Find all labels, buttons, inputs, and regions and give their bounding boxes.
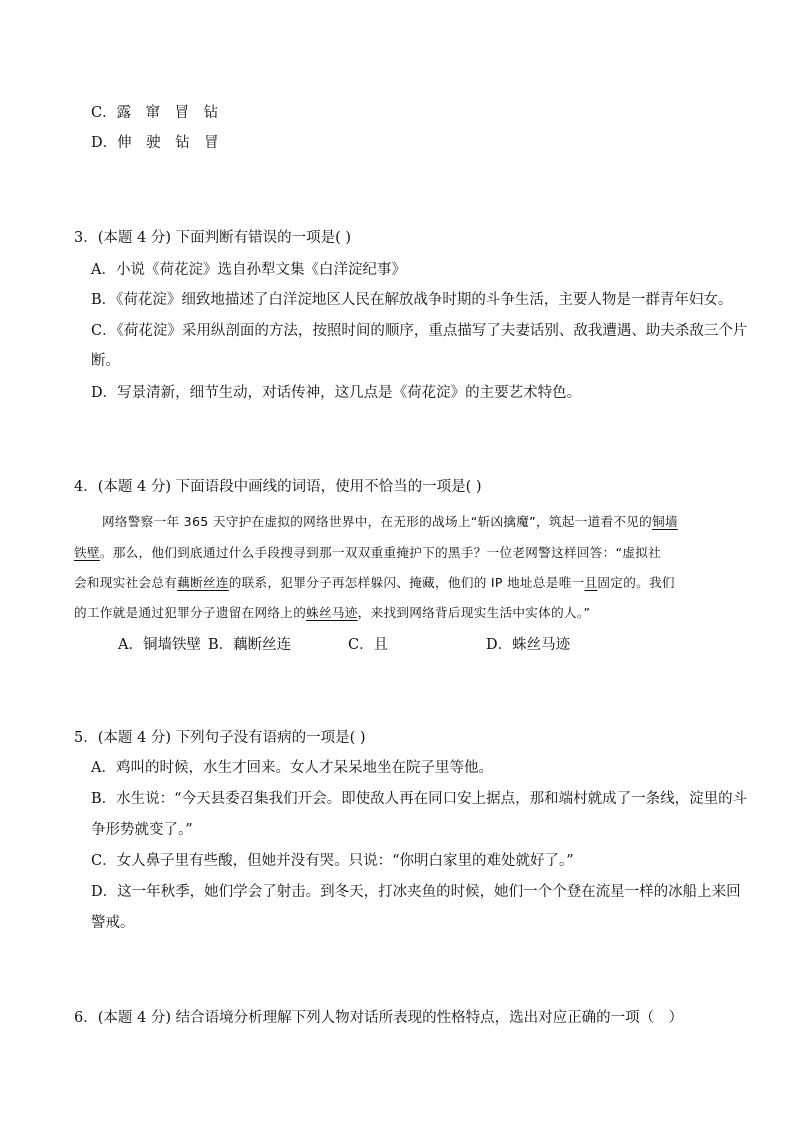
q6-title: 6．(本题 4 分) 结合语境分析理解下列人物对话所表现的性格特点，选出对应正确的一项（ ） (74, 1010, 684, 1026)
q3-title: 3．(本题 4 分) 下面判断有错误的一项是( ) (74, 230, 352, 246)
q5-option-d-continued: 警戒。 (91, 915, 135, 931)
q4-choice-d: D．蛛丝马迹 (486, 637, 571, 653)
passage-text: 。那么，他们到底通过什么手段搜寻到那一双双重重掩护下的黑手？一位老网警这样回答：“虚拟社 (99, 545, 662, 560)
passage-text: 的联系，犯罪分子再怎样躲闪、掩藏，他们的 IP 地址总是唯一 (228, 575, 585, 590)
underlined-term-4: 蛛丝马迹 (306, 605, 358, 620)
underlined-term-2: 藕断丝连 (177, 575, 229, 590)
q5-option-b: B．水生说：“今天县委召集我们开会。即使敌人再在同口安上据点，那和端村就成了一条线，淀里的斗 (91, 791, 748, 807)
q5-option-a: A．鸡叫的时候，水生才回来。女人才呆呆地坐在院子里等他。 (91, 760, 493, 776)
q4-choice-c: C．且 (348, 637, 389, 653)
underlined-term-1a: 铜墙 (652, 514, 678, 529)
q3-option-d: D．写景清新，细节生动，对话传神，这几点是《荷花淀》的主要艺术特色。 (91, 385, 582, 401)
q5-option-d: D．这一年秋季，她们学会了射击。到冬天，打冰夹鱼的时候，她们一个个登在流星一样的冰船上来回 (91, 884, 741, 900)
q2-option-c: C．露 窜 冒 钻 (91, 105, 219, 121)
passage-text: 会和现实社会总有 (74, 575, 178, 590)
q4-passage-line-2 (74, 543, 661, 563)
q3-option-c-continued: 断。 (91, 353, 120, 369)
q3-option-a: A．小说《荷花淀》选自孙犁文集《白洋淀纪事》 (91, 262, 406, 278)
underlined-term-1b: 铁壁 (74, 545, 100, 560)
q4-choices (118, 633, 678, 653)
underlined-term-3: 且 (584, 575, 598, 590)
passage-text: 的工作就是通过犯罪分子遗留在网络上的 (74, 605, 307, 620)
q4-passage-line-3 (74, 573, 675, 593)
q4-choice-a: A．铜墙铁壁 (118, 637, 201, 653)
q4-title: 4．(本题 4 分) 下面语段中画线的词语，使用不恰当的一项是( ) (74, 479, 482, 495)
passage-text: 网络警察一年 365 天守护在虚拟的网络世界中，在无形的战场上“斩凶擒魔”，筑起一道看不见的 (102, 514, 653, 529)
q2-option-d: D．伸 驶 钻 冒 (91, 135, 219, 151)
q5-option-b-continued: 争形势就变了。” (91, 822, 193, 838)
passage-text: 固定的。我们 (597, 575, 675, 590)
q5-option-c: C．女人鼻子里有些酸，但她并没有哭。只说：“你明白家里的难处就好了。” (91, 853, 574, 869)
q3-option-b: B．《荷花淀》细致地描述了白洋淀地区人民在解放战争时期的斗争生活，主要人物是一群青年妇女。 (91, 292, 733, 308)
q4-choice-b: B．藕断丝连 (208, 637, 292, 653)
q4-passage-line-4 (74, 603, 590, 623)
q3-option-c: C．《荷花淀》采用纵剖面的方法，按照时间的顺序，重点描写了夫妻话别、敌我遭遇、助夫杀敌三个片 (91, 323, 748, 339)
q4-passage-line-1 (102, 512, 678, 532)
q5-title: 5．(本题 4 分) 下列句子没有语病的一项是( ) (74, 730, 366, 746)
passage-text: ，来找到网络背后现实生活中实体的人。” (357, 605, 591, 620)
